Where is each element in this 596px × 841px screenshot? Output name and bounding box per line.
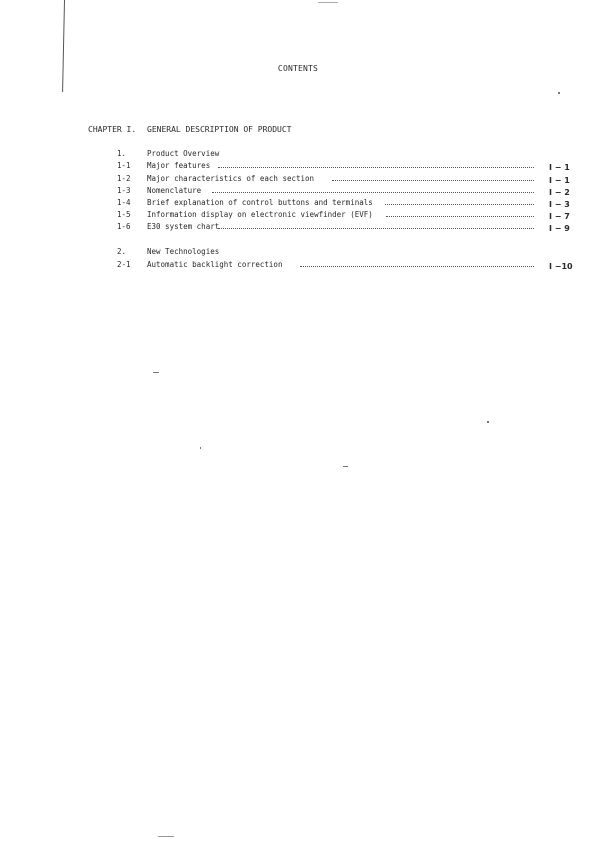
entry-number: 1-6 [117,222,131,231]
section-title: New Technologies [147,247,220,256]
section-heading [0,247,596,259]
entry-label: Nomenclature [147,186,202,195]
dot-leader [212,192,534,193]
toc-entry [0,186,596,198]
dot-leader [218,228,534,229]
toc-entry [0,161,596,173]
scan-speck [487,421,489,423]
entry-label: E30 system chart [147,222,220,231]
binding-margin-line [62,0,65,92]
scan-speck [158,836,174,837]
entry-number: 1-2 [117,174,131,183]
toc-entry [0,198,596,210]
entry-page: I − 1 [549,163,570,172]
entry-number: 1-5 [117,210,131,219]
chapter-number: CHAPTER I. [88,125,137,134]
entry-label: Major features [147,161,211,170]
entry-label: Information display on electronic viewfinder (EVF) [147,210,373,219]
entry-number: 1-1 [117,161,131,170]
entry-number: 1-3 [117,186,131,195]
entry-number: 1-4 [117,198,131,207]
toc-entry [0,260,596,272]
chapter-title: GENERAL DESCRIPTION OF PRODUCT [147,125,292,134]
section-number: 1. [117,149,127,158]
scan-speck [558,92,560,94]
toc-entry [0,222,596,234]
entry-page: I − 9 [549,224,570,233]
section-heading [0,149,596,161]
dot-leader [300,266,534,267]
entry-label: Automatic backlight correction [147,260,283,269]
dot-leader [385,204,534,205]
toc-entry [0,210,596,222]
section-number: 2. [117,247,127,256]
scan-speck [153,372,159,373]
dot-leader [332,180,534,181]
entry-page: I −10 [549,262,573,271]
dot-leader [386,216,534,217]
entry-label: Major characteristics of each section [147,174,315,183]
scan-speck [200,447,201,449]
entry-page: I − 3 [549,200,570,209]
scan-speck [318,2,338,3]
dot-leader [218,167,534,168]
entry-label: Brief explanation of control buttons and terminals [147,198,373,207]
entry-page: I − 7 [549,212,570,221]
entry-number: 2-1 [117,260,131,269]
toc-entry [0,174,596,186]
entry-page: I − 2 [549,188,570,197]
page-title: CONTENTS [277,64,319,73]
scan-speck [343,466,348,467]
section-title: Product Overview [147,149,220,158]
entry-page: I − 1 [549,176,570,185]
